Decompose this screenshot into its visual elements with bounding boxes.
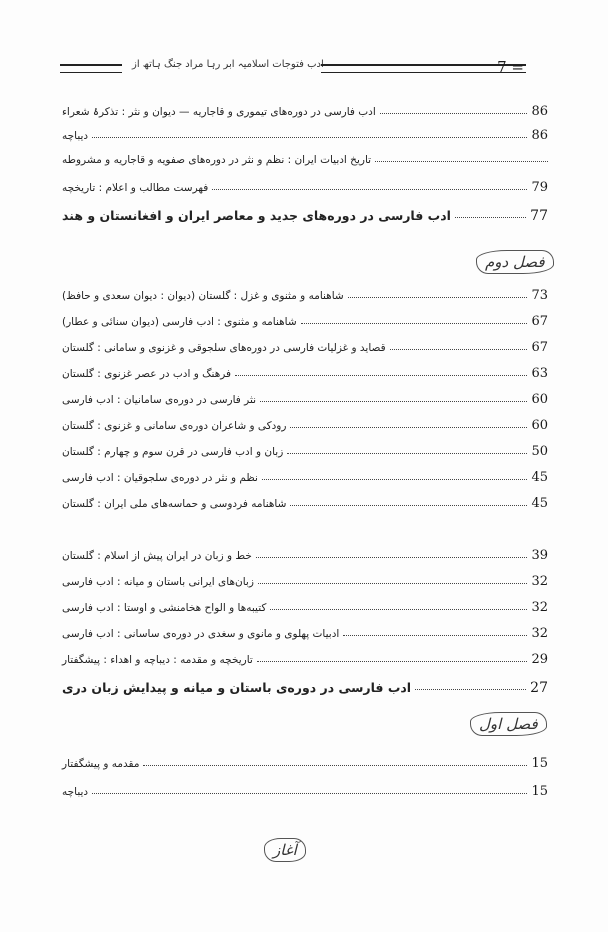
dot-leader: [348, 297, 527, 298]
dot-leader: [390, 349, 527, 350]
dot-leader: [92, 137, 527, 138]
header-rule: [60, 64, 122, 73]
toc-page-number: 32: [531, 600, 548, 615]
toc-entry-title: (دیوان سنائی و عطار) شاهنامه و مثنوی : ادب فارسی: [62, 316, 297, 328]
toc-page-number: 32: [531, 626, 548, 641]
dot-leader: [235, 375, 527, 376]
toc-entry-title: تاریخچه و مقدمه : دیباچه و اهداء : پیشگفتار: [62, 654, 253, 666]
dot-leader: [270, 609, 527, 610]
toc-entry-row: [62, 340, 548, 358]
toc-entry-row: [62, 756, 548, 774]
ornament-text: فصل دوم: [485, 253, 545, 271]
toc-page-number: 39: [531, 548, 548, 563]
dot-leader: [415, 689, 526, 690]
toc-entry-title: کتیبه‌ها و الواح هخامنشی و اوستا : ادب فارسی: [62, 602, 267, 614]
toc-entry-title: تاریخ ادبیات ایران : نظم و نثر در دوره‌های صفویه و قاجاریه و مشروطه: [62, 154, 372, 166]
dot-leader: [262, 479, 527, 480]
chapter-ornament-upper: [476, 250, 554, 274]
toc-page-number: 32: [531, 574, 548, 589]
toc-page-number: 77: [530, 208, 548, 224]
toc-page-number: 67: [531, 340, 548, 355]
toc-entry-row: [62, 152, 548, 170]
dot-leader: [301, 323, 527, 324]
dot-leader: [256, 557, 527, 558]
toc-entry-title: فرهنگ و ادب در عصر غزنوی : گلستان: [62, 368, 232, 380]
toc-entry-row: [62, 574, 548, 592]
toc-page-number: 60: [531, 392, 548, 407]
toc-entry-title: ادب فارسی در دوره‌ی باستان و میانه و پیدایش زبان دری: [62, 680, 412, 695]
toc-entry-row: [62, 180, 548, 198]
dot-leader: [258, 583, 527, 584]
toc-page-number: 45: [531, 496, 548, 511]
toc-page-number: 15: [531, 784, 548, 799]
dot-leader: [260, 401, 527, 402]
toc-entry-row: [62, 104, 548, 122]
toc-entry-title: زبان و ادب فارسی در قرن سوم و چهارم : گلستان: [62, 446, 284, 458]
toc-page-number: 63: [531, 366, 548, 381]
toc-entry-title: دیباچه: [62, 786, 89, 798]
toc-entry-row: [62, 128, 548, 146]
toc-entry-row: [62, 418, 548, 436]
toc-page-number: 79: [531, 180, 548, 195]
chapter-heading-row: [62, 680, 548, 698]
header-rule: [321, 64, 526, 73]
toc-entry-title: ادب فارسی در دوره‌های جدید و معاصر ایران و افغانستان و هند: [62, 208, 451, 223]
toc-page-number: 27: [530, 680, 548, 696]
dot-leader: [290, 427, 527, 428]
dot-leader: [380, 113, 527, 114]
dot-leader: [212, 189, 527, 190]
ornament-text: آغاز: [273, 841, 297, 859]
toc-entry-row: [62, 600, 548, 618]
dot-leader: [287, 453, 527, 454]
toc-entry-title: ادب فارسی در دوره‌های تیموری و قاجاریه — دیوان و نثر : تذکرۂ شعراء: [62, 106, 376, 118]
toc-entry-row: [62, 288, 548, 306]
toc-entry-row: [62, 392, 548, 410]
dot-leader: [143, 765, 527, 766]
toc-entry-title: ادبیات پهلوی و مانوی و سغدی در دوره‌ی ساسانی : ادب فارسی: [62, 628, 340, 640]
dot-leader: [257, 661, 527, 662]
toc-entry-row: [62, 314, 548, 332]
toc-entry-title: شاهنامه فردوسی و حماسه‌های ملی ایران : گلستان: [62, 498, 287, 510]
toc-page-number: 50: [531, 444, 548, 459]
toc-entry-row: [62, 626, 548, 644]
toc-entry-title: نظم و نثر در دوره‌ی سلجوقیان : ادب فارسی: [62, 472, 258, 484]
toc-page-number: 86: [531, 128, 548, 143]
toc-page-number: 86: [531, 104, 548, 119]
running-title: ادب فتوجات اسلامیہ ابر رہا مراد جنگ ہاتھ از: [132, 59, 324, 70]
toc-entry-row: [62, 784, 548, 802]
chapter-ornament-middle: [470, 712, 547, 736]
toc-entry-title: نثر فارسی در دوره‌ی سامانیان : ادب فارسی: [62, 394, 257, 406]
toc-page-number: 29: [531, 652, 548, 667]
toc-entry-title: قصاید و غزلیات فارسی در دوره‌های سلجوقی و غزنوی و سامانی : گلستان: [62, 342, 386, 354]
toc-page-number: 15: [531, 756, 548, 771]
dot-leader: [92, 793, 527, 794]
toc-entry-title: مقدمه و پیشگفتار: [62, 758, 140, 770]
toc-entry-title: خط و زبان در ایران پیش از اسلام : گلستان: [62, 550, 252, 562]
dot-leader: [455, 217, 526, 218]
toc-entry-row: [62, 444, 548, 462]
toc-entry-title: فهرست مطالب و اعلام : تاریخچه: [62, 182, 209, 194]
toc-entry-row: [62, 366, 548, 384]
ornament-text: فصل اول: [479, 715, 538, 733]
closing-ornament: [264, 838, 306, 862]
toc-entry-title: زبان‌های ایرانی باستان و میانه : ادب فارسی: [62, 576, 254, 588]
toc-page-number: 60: [531, 418, 548, 433]
toc-page-number: 67: [531, 314, 548, 329]
page-number: 7 =: [497, 58, 524, 76]
toc-entry-row: [62, 496, 548, 514]
toc-entry-row: [62, 548, 548, 566]
chapter-heading-row: [62, 208, 548, 226]
toc-entry-title: دیباچه: [62, 130, 89, 142]
dot-leader: [375, 161, 548, 162]
toc-page-number: 45: [531, 470, 548, 485]
toc-entry-row: [62, 652, 548, 670]
dot-leader: [290, 505, 527, 506]
running-header: [36, 58, 572, 78]
toc-entry-title: رودکی و شاعران دوره‌ی سامانی و غزنوی : گلستان: [62, 420, 287, 432]
toc-page-number: 73: [531, 288, 548, 303]
toc-entry-title: (دیوان : دیوان سعدی و حافظ) شاهنامه و مثنوی و غزل : گلستان: [62, 290, 344, 302]
dot-leader: [343, 635, 527, 636]
toc-entry-row: [62, 470, 548, 488]
